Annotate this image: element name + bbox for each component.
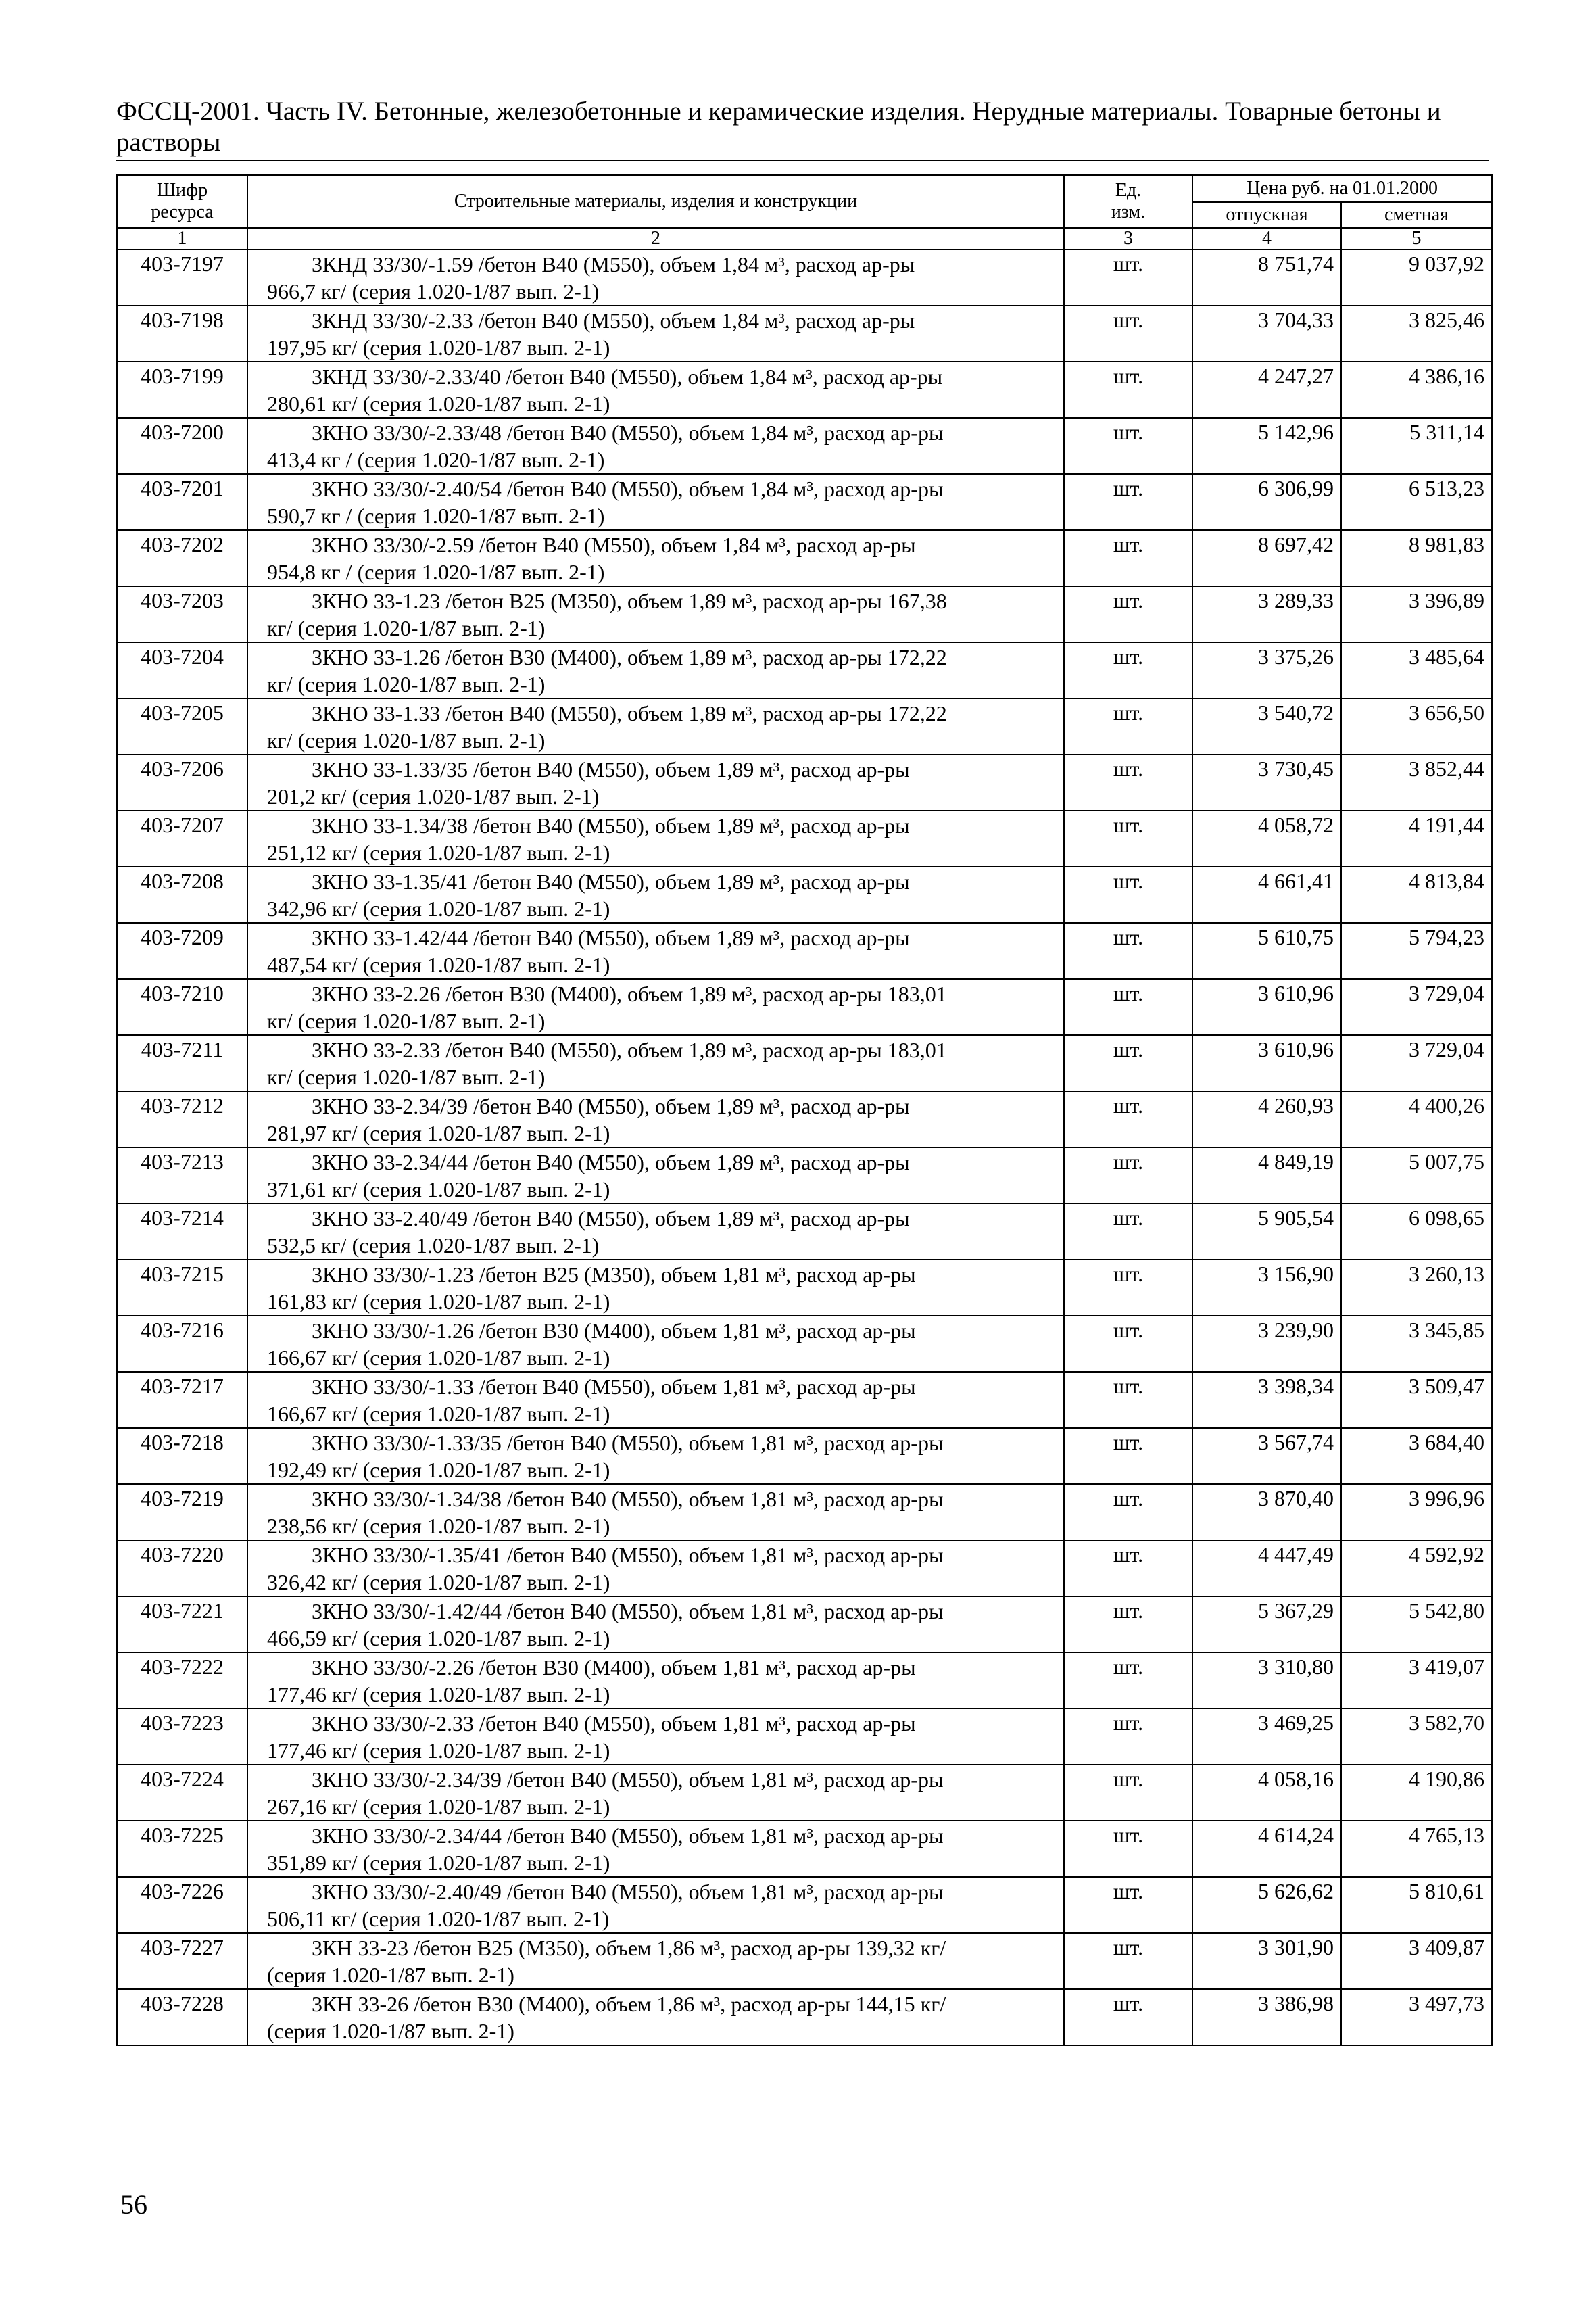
column-number: 2 xyxy=(247,228,1064,249)
row-unit: шт. xyxy=(1064,1933,1192,1989)
row-price-release: 4 614,24 xyxy=(1192,1821,1341,1877)
row-price-estimate: 5 810,61 xyxy=(1341,1877,1492,1933)
table-row xyxy=(117,867,1492,923)
header-code-line2: ресурса xyxy=(151,201,214,222)
row-price-release: 3 730,45 xyxy=(1192,755,1341,811)
page-number: 56 xyxy=(120,2189,147,2220)
row-description-line1: 3КНД 33/30/-2.33/40 /бетон В40 (М550), объем 1,84 м³, расход ар-ры xyxy=(312,364,943,389)
row-description-line2: 251,12 кг/ (серия 1.020-1/87 вып. 2-1) xyxy=(267,840,610,865)
row-description-line1: 3КН 33-23 /бетон В25 (М350), объем 1,86 м³, расход ар-ры 139,32 кг/ xyxy=(312,1936,946,1960)
row-code: 403-7202 xyxy=(117,530,247,586)
row-code: 403-7209 xyxy=(117,923,247,979)
row-description-line1: 3КНО 33/30/-1.23 /бетон В25 (М350), объем 1,81 м³, расход ар-ры xyxy=(312,1262,916,1287)
table-row xyxy=(117,362,1492,418)
row-description-line2: 413,4 кг / (серия 1.020-1/87 вып. 2-1) xyxy=(267,448,605,472)
table-row xyxy=(117,698,1492,755)
row-code: 403-7213 xyxy=(117,1147,247,1203)
row-code: 403-7204 xyxy=(117,642,247,698)
row-code: 403-7218 xyxy=(117,1428,247,1484)
row-price-release: 3 610,96 xyxy=(1192,979,1341,1035)
row-description xyxy=(247,418,1064,474)
row-code: 403-7197 xyxy=(117,249,247,306)
header-price-release: отпускная xyxy=(1192,202,1341,228)
row-code: 403-7226 xyxy=(117,1877,247,1933)
row-description xyxy=(247,249,1064,306)
row-description xyxy=(247,923,1064,979)
row-price-estimate: 3 345,85 xyxy=(1341,1316,1492,1372)
row-price-estimate: 4 400,26 xyxy=(1341,1091,1492,1147)
row-unit: шт. xyxy=(1064,923,1192,979)
header-code-line1: Шифр xyxy=(156,180,208,201)
row-price-release: 3 156,90 xyxy=(1192,1260,1341,1316)
header-price-group: Цена руб. на 01.01.2000 xyxy=(1192,175,1492,202)
row-code: 403-7203 xyxy=(117,586,247,642)
row-price-release: 3 310,80 xyxy=(1192,1652,1341,1709)
table-row xyxy=(117,530,1492,586)
row-unit: шт. xyxy=(1064,586,1192,642)
row-price-estimate: 6 513,23 xyxy=(1341,474,1492,530)
row-description-line1: 3КНО 33/30/-2.40/54 /бетон В40 (М550), объем 1,84 м³, расход ар-ры xyxy=(312,477,944,501)
row-description-line2: 342,96 кг/ (серия 1.020-1/87 вып. 2-1) xyxy=(267,897,610,921)
row-code: 403-7227 xyxy=(117,1933,247,1989)
row-price-release: 5 367,29 xyxy=(1192,1596,1341,1652)
row-price-estimate: 4 190,86 xyxy=(1341,1765,1492,1821)
row-price-release: 8 751,74 xyxy=(1192,249,1341,306)
row-unit: шт. xyxy=(1064,1147,1192,1203)
column-number: 5 xyxy=(1341,228,1492,249)
row-description xyxy=(247,1765,1064,1821)
row-description-line2: 466,59 кг/ (серия 1.020-1/87 вып. 2-1) xyxy=(267,1626,610,1650)
row-code: 403-7206 xyxy=(117,755,247,811)
row-description-line2: 201,2 кг/ (серия 1.020-1/87 вып. 2-1) xyxy=(267,784,600,809)
row-unit: шт. xyxy=(1064,1989,1192,2045)
row-description xyxy=(247,979,1064,1035)
table-body xyxy=(117,249,1492,2045)
row-unit: шт. xyxy=(1064,698,1192,755)
header-price-estimate: сметная xyxy=(1341,202,1492,228)
row-description-line2: 192,49 кг/ (серия 1.020-1/87 вып. 2-1) xyxy=(267,1458,610,1482)
document-title: ФССЦ-2001. Часть IV. Бетонные, железобетонные и керамические изделия. Нерудные материалы. Товарные бетоны и растворы xyxy=(116,96,1489,161)
row-price-estimate: 5 794,23 xyxy=(1341,923,1492,979)
row-description xyxy=(247,1091,1064,1147)
row-price-estimate: 4 813,84 xyxy=(1341,867,1492,923)
row-price-release: 3 375,26 xyxy=(1192,642,1341,698)
row-code: 403-7198 xyxy=(117,306,247,362)
column-number: 1 xyxy=(117,228,247,249)
row-description-line2: (серия 1.020-1/87 вып. 2-1) xyxy=(267,1963,514,1987)
row-price-estimate: 4 592,92 xyxy=(1341,1540,1492,1596)
row-description-line2: 280,61 кг/ (серия 1.020-1/87 вып. 2-1) xyxy=(267,391,610,416)
row-description-line1: 3КНО 33-1.42/44 /бетон В40 (М550), объем 1,89 м³, расход ар-ры xyxy=(312,926,910,950)
row-description xyxy=(247,1035,1064,1091)
table-row xyxy=(117,1372,1492,1428)
row-code: 403-7222 xyxy=(117,1652,247,1709)
table-row xyxy=(117,1091,1492,1147)
row-unit: шт. xyxy=(1064,418,1192,474)
row-description-line2: 532,5 кг/ (серия 1.020-1/87 вып. 2-1) xyxy=(267,1233,600,1258)
row-description-line1: 3КНО 33/30/-1.26 /бетон В30 (М400), объем 1,81 м³, расход ар-ры xyxy=(312,1318,916,1343)
row-unit: шт. xyxy=(1064,1821,1192,1877)
row-price-release: 5 142,96 xyxy=(1192,418,1341,474)
table-row xyxy=(117,1596,1492,1652)
row-description-line1: 3КНО 33-2.34/39 /бетон В40 (М550), объем 1,89 м³, расход ар-ры xyxy=(312,1094,910,1118)
row-price-release: 4 247,27 xyxy=(1192,362,1341,418)
row-code: 403-7199 xyxy=(117,362,247,418)
table-row xyxy=(117,1316,1492,1372)
row-unit: шт. xyxy=(1064,1035,1192,1091)
row-price-estimate: 4 765,13 xyxy=(1341,1821,1492,1877)
table-row xyxy=(117,1709,1492,1765)
row-description-line2: 197,95 кг/ (серия 1.020-1/87 вып. 2-1) xyxy=(267,335,610,360)
row-unit: шт. xyxy=(1064,1428,1192,1484)
row-price-estimate: 6 098,65 xyxy=(1341,1203,1492,1260)
row-code: 403-7211 xyxy=(117,1035,247,1091)
row-price-estimate: 3 729,04 xyxy=(1341,979,1492,1035)
row-price-estimate: 4 191,44 xyxy=(1341,811,1492,867)
row-description-line2: 267,16 кг/ (серия 1.020-1/87 вып. 2-1) xyxy=(267,1794,610,1819)
row-unit: шт. xyxy=(1064,867,1192,923)
row-description xyxy=(247,1428,1064,1484)
price-table xyxy=(116,174,1493,2046)
row-description xyxy=(247,1877,1064,1933)
header-description: Строительные материалы, изделия и конструкции xyxy=(247,175,1064,228)
row-description xyxy=(247,1596,1064,1652)
row-price-release: 4 058,72 xyxy=(1192,811,1341,867)
row-code: 403-7221 xyxy=(117,1596,247,1652)
row-description-line1: 3КНО 33-2.40/49 /бетон В40 (М550), объем 1,89 м³, расход ар-ры xyxy=(312,1206,910,1231)
row-price-estimate: 9 037,92 xyxy=(1341,249,1492,306)
row-description-line1: 3КНО 33/30/-1.42/44 /бетон В40 (М550), объем 1,81 м³, расход ар-ры xyxy=(312,1599,944,1623)
row-description-line1: 3КНО 33/30/-1.33/35 /бетон В40 (М550), объем 1,81 м³, расход ар-ры xyxy=(312,1431,944,1455)
row-unit: шт. xyxy=(1064,474,1192,530)
row-description xyxy=(247,1652,1064,1709)
table-row xyxy=(117,923,1492,979)
row-description xyxy=(247,642,1064,698)
table-row xyxy=(117,1821,1492,1877)
row-price-release: 3 540,72 xyxy=(1192,698,1341,755)
row-price-estimate: 3 582,70 xyxy=(1341,1709,1492,1765)
row-code: 403-7212 xyxy=(117,1091,247,1147)
table-row xyxy=(117,1877,1492,1933)
row-price-estimate: 3 419,07 xyxy=(1341,1652,1492,1709)
table-row xyxy=(117,306,1492,362)
row-price-release: 3 870,40 xyxy=(1192,1484,1341,1540)
row-price-estimate: 3 485,64 xyxy=(1341,642,1492,698)
row-price-release: 4 447,49 xyxy=(1192,1540,1341,1596)
table-row xyxy=(117,249,1492,306)
row-description xyxy=(247,1933,1064,1989)
row-code: 403-7210 xyxy=(117,979,247,1035)
row-description-line1: 3КНО 33-1.35/41 /бетон В40 (М550), объем 1,89 м³, расход ар-ры xyxy=(312,869,910,894)
row-description-line2: кг/ (серия 1.020-1/87 вып. 2-1) xyxy=(267,616,546,640)
row-price-release: 4 058,16 xyxy=(1192,1765,1341,1821)
row-description-line2: 177,46 кг/ (серия 1.020-1/87 вып. 2-1) xyxy=(267,1682,610,1707)
row-price-estimate: 3 729,04 xyxy=(1341,1035,1492,1091)
row-unit: шт. xyxy=(1064,1260,1192,1316)
row-description xyxy=(247,586,1064,642)
row-unit: шт. xyxy=(1064,1540,1192,1596)
row-unit: шт. xyxy=(1064,249,1192,306)
row-unit: шт. xyxy=(1064,1203,1192,1260)
row-description-line2: 166,67 кг/ (серия 1.020-1/87 вып. 2-1) xyxy=(267,1402,610,1426)
row-price-estimate: 4 386,16 xyxy=(1341,362,1492,418)
row-code: 403-7220 xyxy=(117,1540,247,1596)
row-description-line1: 3КНО 33/30/-1.33 /бетон В40 (М550), объем 1,81 м³, расход ар-ры xyxy=(312,1375,916,1399)
row-code: 403-7208 xyxy=(117,867,247,923)
row-description-line2: (серия 1.020-1/87 вып. 2-1) xyxy=(267,2019,514,2043)
row-unit: шт. xyxy=(1064,306,1192,362)
column-number-row xyxy=(117,228,1492,249)
row-price-release: 3 610,96 xyxy=(1192,1035,1341,1091)
row-description-line1: 3КНО 33/30/-2.40/49 /бетон В40 (М550), объем 1,81 м³, расход ар-ры xyxy=(312,1880,944,1904)
row-description-line1: 3КНО 33/30/-2.33/48 /бетон В40 (М550), объем 1,84 м³, расход ар-ры xyxy=(312,421,944,445)
row-unit: шт. xyxy=(1064,362,1192,418)
row-price-estimate: 3 509,47 xyxy=(1341,1372,1492,1428)
header-unit xyxy=(1064,175,1192,228)
row-code: 403-7217 xyxy=(117,1372,247,1428)
table-row xyxy=(117,755,1492,811)
row-unit: шт. xyxy=(1064,1877,1192,1933)
row-description-line1: 3КНО 33/30/-2.34/44 /бетон В40 (М550), объем 1,81 м³, расход ар-ры xyxy=(312,1823,944,1848)
row-price-estimate: 5 542,80 xyxy=(1341,1596,1492,1652)
row-price-estimate: 3 409,87 xyxy=(1341,1933,1492,1989)
row-description xyxy=(247,1989,1064,2045)
row-unit: шт. xyxy=(1064,530,1192,586)
table-row xyxy=(117,474,1492,530)
row-description-line1: 3КНО 33/30/-2.34/39 /бетон В40 (М550), объем 1,81 м³, расход ар-ры xyxy=(312,1767,944,1792)
row-price-estimate: 3 260,13 xyxy=(1341,1260,1492,1316)
row-description-line2: 966,7 кг/ (серия 1.020-1/87 вып. 2-1) xyxy=(267,279,600,304)
row-unit: шт. xyxy=(1064,1709,1192,1765)
row-unit: шт. xyxy=(1064,755,1192,811)
row-description-line2: 954,8 кг / (серия 1.020-1/87 вып. 2-1) xyxy=(267,560,605,584)
row-price-estimate: 3 996,96 xyxy=(1341,1484,1492,1540)
row-description xyxy=(247,1203,1064,1260)
row-description-line1: 3КНО 33-2.33 /бетон В40 (М550), объем 1,89 м³, расход ар-ры 183,01 xyxy=(312,1038,947,1062)
row-description-line1: 3КНО 33/30/-1.34/38 /бетон В40 (М550), объем 1,81 м³, расход ар-ры xyxy=(312,1487,944,1511)
row-unit: шт. xyxy=(1064,1596,1192,1652)
row-description-line1: 3КНО 33/30/-2.33 /бетон В40 (М550), объем 1,81 м³, расход ар-ры xyxy=(312,1711,916,1736)
table-row xyxy=(117,1989,1492,2045)
row-price-release: 4 661,41 xyxy=(1192,867,1341,923)
row-description-line1: 3КНД 33/30/-2.33 /бетон В40 (М550), объем 1,84 м³, расход ар-ры xyxy=(312,308,915,333)
row-price-estimate: 3 852,44 xyxy=(1341,755,1492,811)
row-unit: шт. xyxy=(1064,1652,1192,1709)
row-description-line1: 3КН 33-26 /бетон В30 (М400), объем 1,86 м³, расход ар-ры 144,15 кг/ xyxy=(312,1992,946,2016)
row-description xyxy=(247,1316,1064,1372)
row-description xyxy=(247,1709,1064,1765)
row-unit: шт. xyxy=(1064,1372,1192,1428)
row-description-line1: 3КНО 33-1.33 /бетон В40 (М550), объем 1,89 м³, расход ар-ры 172,22 xyxy=(312,701,947,725)
row-description-line2: 506,11 кг/ (серия 1.020-1/87 вып. 2-1) xyxy=(267,1907,610,1931)
row-price-release: 3 398,34 xyxy=(1192,1372,1341,1428)
row-price-release: 3 386,98 xyxy=(1192,1989,1341,2045)
row-description-line2: 238,56 кг/ (серия 1.020-1/87 вып. 2-1) xyxy=(267,1514,610,1538)
row-unit: шт. xyxy=(1064,1484,1192,1540)
row-description-line1: 3КНО 33-1.33/35 /бетон В40 (М550), объем 1,89 м³, расход ар-ры xyxy=(312,757,910,782)
row-price-release: 3 301,90 xyxy=(1192,1933,1341,1989)
row-code: 403-7201 xyxy=(117,474,247,530)
row-description-line2: 371,61 кг/ (серия 1.020-1/87 вып. 2-1) xyxy=(267,1177,610,1201)
row-description xyxy=(247,1821,1064,1877)
row-description-line2: кг/ (серия 1.020-1/87 вып. 2-1) xyxy=(267,1065,546,1089)
row-description xyxy=(247,1372,1064,1428)
row-price-estimate: 3 825,46 xyxy=(1341,306,1492,362)
table-row xyxy=(117,1035,1492,1091)
row-description xyxy=(247,755,1064,811)
table-row xyxy=(117,418,1492,474)
row-price-estimate: 3 396,89 xyxy=(1341,586,1492,642)
column-number: 4 xyxy=(1192,228,1341,249)
row-description-line2: 590,7 кг / (серия 1.020-1/87 вып. 2-1) xyxy=(267,504,605,528)
row-code: 403-7228 xyxy=(117,1989,247,2045)
row-description-line1: 3КНО 33-2.26 /бетон В30 (М400), объем 1,89 м³, расход ар-ры 183,01 xyxy=(312,982,947,1006)
row-unit: шт. xyxy=(1064,979,1192,1035)
row-description-line1: 3КНО 33-1.34/38 /бетон В40 (М550), объем 1,89 м³, расход ар-ры xyxy=(312,813,910,838)
table-row xyxy=(117,1428,1492,1484)
row-price-release: 3 567,74 xyxy=(1192,1428,1341,1484)
row-description-line2: 351,89 кг/ (серия 1.020-1/87 вып. 2-1) xyxy=(267,1851,610,1875)
row-description-line2: 487,54 кг/ (серия 1.020-1/87 вып. 2-1) xyxy=(267,953,610,977)
row-price-release: 5 905,54 xyxy=(1192,1203,1341,1260)
row-price-release: 3 469,25 xyxy=(1192,1709,1341,1765)
row-description-line1: 3КНО 33/30/-2.59 /бетон В40 (М550), объем 1,84 м³, расход ар-ры xyxy=(312,533,916,557)
row-code: 403-7207 xyxy=(117,811,247,867)
row-price-release: 6 306,99 xyxy=(1192,474,1341,530)
row-unit: шт. xyxy=(1064,1765,1192,1821)
row-unit: шт. xyxy=(1064,642,1192,698)
table-row xyxy=(117,1765,1492,1821)
row-description-line2: кг/ (серия 1.020-1/87 вып. 2-1) xyxy=(267,728,546,753)
table-row xyxy=(117,1540,1492,1596)
row-description-line1: 3КНО 33/30/-2.26 /бетон В30 (М400), объем 1,81 м³, расход ар-ры xyxy=(312,1655,916,1679)
row-description xyxy=(247,1147,1064,1203)
row-code: 403-7205 xyxy=(117,698,247,755)
row-code: 403-7225 xyxy=(117,1821,247,1877)
row-unit: шт. xyxy=(1064,1091,1192,1147)
row-description xyxy=(247,1484,1064,1540)
table-row xyxy=(117,1260,1492,1316)
row-description xyxy=(247,530,1064,586)
row-code: 403-7200 xyxy=(117,418,247,474)
row-price-release: 3 239,90 xyxy=(1192,1316,1341,1372)
row-description xyxy=(247,867,1064,923)
row-price-release: 5 626,62 xyxy=(1192,1877,1341,1933)
row-description-line1: 3КНО 33-1.26 /бетон В30 (М400), объем 1,89 м³, расход ар-ры 172,22 xyxy=(312,645,947,669)
row-code: 403-7224 xyxy=(117,1765,247,1821)
row-price-estimate: 3 656,50 xyxy=(1341,698,1492,755)
table-row xyxy=(117,1203,1492,1260)
row-code: 403-7216 xyxy=(117,1316,247,1372)
row-description-line2: кг/ (серия 1.020-1/87 вып. 2-1) xyxy=(267,672,546,696)
row-description-line2: 177,46 кг/ (серия 1.020-1/87 вып. 2-1) xyxy=(267,1738,610,1763)
row-description xyxy=(247,306,1064,362)
row-unit: шт. xyxy=(1064,811,1192,867)
table-row xyxy=(117,811,1492,867)
header-code xyxy=(117,175,247,228)
row-description xyxy=(247,1260,1064,1316)
row-price-release: 3 704,33 xyxy=(1192,306,1341,362)
table-row xyxy=(117,1652,1492,1709)
row-description-line2: 161,83 кг/ (серия 1.020-1/87 вып. 2-1) xyxy=(267,1289,610,1314)
row-description xyxy=(247,811,1064,867)
row-description-line2: 166,67 кг/ (серия 1.020-1/87 вып. 2-1) xyxy=(267,1345,610,1370)
row-description-line2: кг/ (серия 1.020-1/87 вып. 2-1) xyxy=(267,1009,546,1033)
row-description xyxy=(247,362,1064,418)
row-description-line1: 3КНО 33-1.23 /бетон В25 (М350), объем 1,89 м³, расход ар-ры 167,38 xyxy=(312,589,947,613)
header-unit-line1: Ед. xyxy=(1115,180,1142,201)
row-description-line1: 3КНД 33/30/-1.59 /бетон В40 (М550), объем 1,84 м³, расход ар-ры xyxy=(312,252,915,277)
row-price-release: 4 260,93 xyxy=(1192,1091,1341,1147)
row-description-line1: 3КНО 33-2.34/44 /бетон В40 (М550), объем 1,89 м³, расход ар-ры xyxy=(312,1150,910,1174)
row-description xyxy=(247,1540,1064,1596)
table-row xyxy=(117,1484,1492,1540)
column-number: 3 xyxy=(1064,228,1192,249)
row-description xyxy=(247,698,1064,755)
row-price-estimate: 3 684,40 xyxy=(1341,1428,1492,1484)
row-price-release: 8 697,42 xyxy=(1192,530,1341,586)
row-description xyxy=(247,474,1064,530)
row-code: 403-7214 xyxy=(117,1203,247,1260)
table-row xyxy=(117,1147,1492,1203)
row-description-line1: 3КНО 33/30/-1.35/41 /бетон В40 (М550), объем 1,81 м³, расход ар-ры xyxy=(312,1543,944,1567)
table-row xyxy=(117,1933,1492,1989)
row-price-estimate: 5 311,14 xyxy=(1341,418,1492,474)
table-row xyxy=(117,642,1492,698)
row-price-estimate: 8 981,83 xyxy=(1341,530,1492,586)
row-price-release: 5 610,75 xyxy=(1192,923,1341,979)
row-price-estimate: 3 497,73 xyxy=(1341,1989,1492,2045)
row-description-line2: 281,97 кг/ (серия 1.020-1/87 вып. 2-1) xyxy=(267,1121,610,1145)
row-code: 403-7215 xyxy=(117,1260,247,1316)
row-description-line2: 326,42 кг/ (серия 1.020-1/87 вып. 2-1) xyxy=(267,1570,610,1594)
row-price-release: 3 289,33 xyxy=(1192,586,1341,642)
row-code: 403-7223 xyxy=(117,1709,247,1765)
row-price-estimate: 5 007,75 xyxy=(1341,1147,1492,1203)
header-unit-line2: изм. xyxy=(1111,201,1146,222)
table-row xyxy=(117,586,1492,642)
row-price-release: 4 849,19 xyxy=(1192,1147,1341,1203)
table-row xyxy=(117,979,1492,1035)
row-unit: шт. xyxy=(1064,1316,1192,1372)
row-code: 403-7219 xyxy=(117,1484,247,1540)
